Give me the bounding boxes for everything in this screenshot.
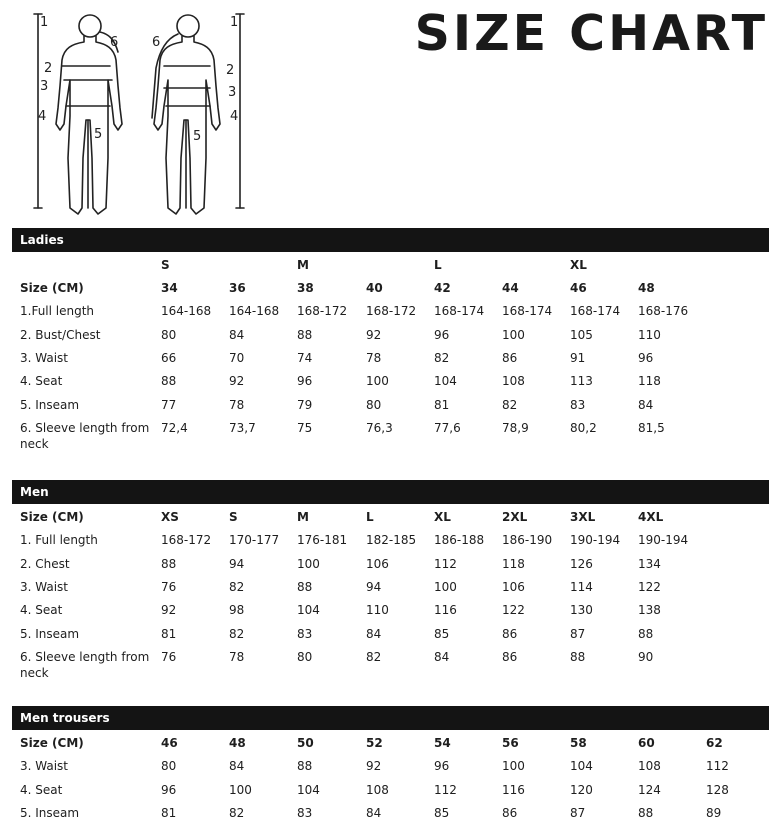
marker-4-front: 4 [38,109,47,124]
table-cell: 116 [502,782,525,797]
table-cell: 40 [366,281,383,295]
table-cell: 88 [297,327,313,342]
table-cell: 76 [161,649,177,664]
table-cell: 134 [638,556,661,571]
table-cell: 186-188 [434,533,485,548]
table-cell: 80 [161,759,177,774]
table-cell: 50 [297,736,314,750]
table-cell: 46 [161,736,178,750]
table-cell: 84 [366,805,382,820]
table-cell: 92 [229,374,245,389]
table-cell: 112 [434,782,457,797]
table-cell: 88 [297,759,313,774]
table-cell: 94 [366,579,382,594]
table-cell: 91 [570,350,586,365]
table-cell: 110 [366,603,389,618]
table-cell: 168-172 [297,304,348,319]
table-cell: 85 [434,626,450,641]
ladies-section-header: Ladies [12,228,769,252]
table-cell: 118 [502,556,525,571]
table-cell: 74 [297,350,313,365]
marker-4-back: 4 [230,109,239,124]
table-cell: 48 [229,736,246,750]
row-label: Size (CM) [20,510,84,524]
row-label: 4. Seat [20,603,63,618]
table-cell: 104 [297,603,320,618]
table-cell: 100 [229,782,252,797]
row-label: 3. Waist [20,579,69,594]
table-cell: 82 [502,397,518,412]
table-cell: M [297,510,309,524]
letter-size-label: S [161,258,170,272]
table-cell: 3XL [570,510,596,524]
table-cell: 100 [502,759,525,774]
table-cell: 81,5 [638,420,665,435]
table-cell: 168-172 [161,533,212,548]
table-cell: 84 [434,649,450,664]
table-cell: 96 [638,350,654,365]
men-section [12,480,769,680]
table-cell: 82 [229,626,245,641]
table-cell: 4XL [638,510,664,524]
table-cell: 87 [570,626,586,641]
table-cell: 82 [366,649,382,664]
table-cell: L [366,510,374,524]
table-cell: 77,6 [434,420,461,435]
table-cell: 168-174 [570,304,621,319]
table-cell: 186-190 [502,533,553,548]
row-label: 6. Sleeve length from neck [20,649,150,680]
table-cell: 92 [366,759,382,774]
table-cell: 190-194 [638,533,689,548]
table-cell: 84 [638,397,654,412]
table-cell: 76 [161,579,177,594]
table-cell: 62 [706,736,723,750]
table-cell: 81 [434,397,450,412]
men-trousers-section-header: Men trousers [12,706,769,730]
table-cell: 118 [638,374,661,389]
table-cell: 86 [502,350,518,365]
table-cell: 110 [638,327,661,342]
table-cell: 78 [366,350,382,365]
table-cell: 81 [161,805,177,820]
table-cell: 88 [297,579,313,594]
table-cell: 96 [434,327,450,342]
letter-size-label: M [297,258,309,272]
row-label: Size (CM) [20,736,84,750]
table-cell: 38 [297,281,314,295]
table-cell: 92 [366,327,382,342]
men-section-header: Men [12,480,769,504]
marker-6-front: 6 [110,35,119,50]
row-label: 1. Full length [20,533,98,548]
table-cell: S [229,510,238,524]
table-cell: 56 [502,736,519,750]
table-cell: 83 [297,805,313,820]
table-cell: 52 [366,736,383,750]
table-cell: 84 [229,327,245,342]
table-cell: 36 [229,281,246,295]
table-cell: 76,3 [366,420,393,435]
table-cell: 168-176 [638,304,689,319]
table-cell: 100 [366,374,389,389]
table-cell: 86 [502,626,518,641]
table-cell: 98 [229,603,245,618]
table-cell: 82 [229,805,245,820]
table-cell: 89 [706,805,722,820]
table-cell: 80 [297,649,313,664]
table-cell: 78 [229,397,245,412]
table-cell: 88 [161,374,177,389]
table-cell: 120 [570,782,593,797]
table-cell: 176-181 [297,533,348,548]
table-cell: 104 [570,759,593,774]
table-cell: 42 [434,281,451,295]
table-cell: 116 [434,603,457,618]
table-cell: 164-168 [161,304,212,319]
table-cell: 77 [161,397,177,412]
table-cell: 168-174 [502,304,553,319]
table-cell: 88 [638,805,654,820]
table-cell: 83 [570,397,586,412]
front-figure-outline [34,14,122,214]
row-label: 2. Chest [20,556,70,571]
table-cell: 190-194 [570,533,621,548]
table-cell: 100 [434,579,457,594]
row-label: 1.Full length [20,304,95,319]
table-cell: 86 [502,649,518,664]
table-cell: 83 [297,626,313,641]
ladies-section [12,228,769,458]
table-cell: 100 [297,556,320,571]
body-measurement-figures [28,8,258,223]
marker-6-back: 6 [152,35,161,50]
table-cell: 168-172 [366,304,417,319]
table-cell: 73,7 [229,420,256,435]
table-cell: 170-177 [229,533,280,548]
table-cell: 90 [638,649,654,664]
table-cell: 44 [502,281,519,295]
letter-size-label: XL [570,258,587,272]
table-cell: 82 [434,350,450,365]
table-cell: 164-168 [229,304,280,319]
marker-3-front: 3 [40,79,49,94]
table-cell: 108 [502,374,525,389]
table-cell: 88 [638,626,654,641]
row-label: 2. Bust/Chest [20,327,101,342]
table-cell: 108 [366,782,389,797]
table-cell: 104 [297,782,320,797]
marker-5-back: 5 [193,129,202,144]
table-cell: 96 [434,759,450,774]
table-cell: 86 [502,805,518,820]
table-cell: 106 [366,556,389,571]
marker-3-back: 3 [228,85,237,100]
table-cell: 78,9 [502,420,529,435]
table-cell: 81 [161,626,177,641]
table-cell: 112 [706,759,729,774]
table-cell: 85 [434,805,450,820]
marker-1-back: 1 [230,15,239,30]
table-cell: 80 [366,397,382,412]
men-trousers-section [12,706,769,824]
body-figure-illustration [28,8,258,223]
table-cell: 46 [570,281,587,295]
table-cell: 82 [229,579,245,594]
marker-2-back: 2 [226,63,235,78]
table-cell: 168-174 [434,304,485,319]
table-cell: 70 [229,350,245,365]
table-cell: 96 [297,374,313,389]
table-cell: 130 [570,603,593,618]
table-cell: 106 [502,579,525,594]
table-cell: 113 [570,374,593,389]
page-title: SIZE CHART [414,5,768,62]
table-cell: 88 [570,649,586,664]
table-cell: 94 [229,556,245,571]
table-cell: 48 [638,281,655,295]
row-label: 3. Waist [20,350,69,365]
row-label: 6. Sleeve length from neck [20,420,150,451]
table-cell: 182-185 [366,533,417,548]
table-cell: 100 [502,327,525,342]
table-cell: 84 [366,626,382,641]
table-cell: 80 [161,327,177,342]
table-cell: 75 [297,420,313,435]
row-label: 5. Inseam [20,397,80,412]
table-cell: 122 [502,603,525,618]
table-cell: 126 [570,556,593,571]
row-label: 4. Seat [20,782,63,797]
table-cell: 128 [706,782,729,797]
table-cell: 112 [434,556,457,571]
marker-1-front: 1 [40,15,49,30]
table-cell: 105 [570,327,593,342]
table-cell: 66 [161,350,177,365]
table-cell: 80,2 [570,420,597,435]
table-cell: 54 [434,736,451,750]
row-label: 5. Inseam [20,805,80,820]
table-cell: 104 [434,374,457,389]
table-cell: XL [434,510,451,524]
table-cell: 138 [638,603,661,618]
marker-5-front: 5 [94,127,103,142]
marker-2-front: 2 [44,61,53,76]
row-label: Size (CM) [20,281,84,295]
table-cell: 87 [570,805,586,820]
row-label: 5. Inseam [20,626,80,641]
row-label: 4. Seat [20,374,63,389]
table-cell: 58 [570,736,587,750]
table-cell: 92 [161,603,177,618]
row-label: 3. Waist [20,759,69,774]
table-cell: XS [161,510,179,524]
table-cell: 78 [229,649,245,664]
table-cell: 84 [229,759,245,774]
table-cell: 72,4 [161,420,188,435]
letter-size-label: L [434,258,442,272]
table-cell: 96 [161,782,177,797]
table-cell: 122 [638,579,661,594]
table-cell: 34 [161,281,178,295]
table-cell: 88 [161,556,177,571]
table-cell: 79 [297,397,313,412]
table-cell: 108 [638,759,661,774]
table-cell: 60 [638,736,655,750]
table-cell: 2XL [502,510,528,524]
table-cell: 114 [570,579,593,594]
table-cell: 124 [638,782,661,797]
